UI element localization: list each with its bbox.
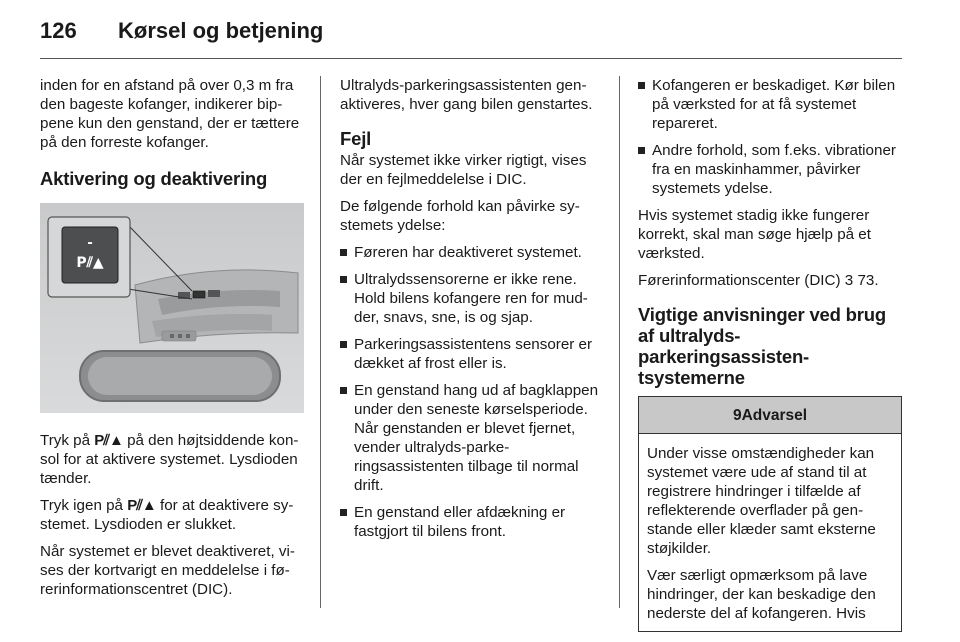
- warning-icon: 9: [732, 407, 742, 424]
- warning-box: [638, 396, 902, 632]
- column-divider-1: [320, 76, 321, 608]
- warning-title: 9Advarsel: [639, 397, 901, 434]
- col3-dic-reference: Førerinformationscenter (DIC) 3 73.: [638, 272, 879, 289]
- page-reference-link[interactable]: 73.: [853, 272, 879, 289]
- col2-intro: Ultralyds-parkeringsassistenten genaktiveres, hver gang bilen genstartes.: [340, 77, 593, 113]
- col1-deactivated-text: Når systemet er blevet deaktiveret, vises der kortvarigt en meddelelse i førerinformationscentret (DIC).: [40, 543, 295, 598]
- column-3: [638, 76, 902, 632]
- overhead-console-illustration: [40, 203, 304, 413]
- column-divider-2: [619, 76, 620, 608]
- warning-body: [639, 434, 901, 623]
- warning-para-1: Under visse omstændigheder kan systemet være ude af stand til at registrere hindringer i tilfælde af reflekterende overflader på genstande eller klæder samt eksterne støjkilder.: [647, 445, 876, 557]
- list-item: En genstand eller afdækning er fastgjort til bilens front.: [340, 503, 606, 541]
- park-assist-icon: P⫽▲: [127, 497, 156, 514]
- col2-para-1: Når systemet ikke virker rigtigt, vises der en fejlmeddelelse i DIC.: [340, 152, 587, 188]
- col1-intro: inden for en afstand på over 0,3 m fra den bageste kofanger, indikerer bippene kun den genstand, der er tættere på den forreste kofanger.: [40, 77, 300, 151]
- list-item: Kofangeren er beskadiget. Kør bilen på værksted for at få systemet repareret.: [638, 76, 902, 133]
- page-title: Kørsel og betjening: [118, 18, 324, 43]
- header-divider: [40, 58, 902, 59]
- list-item: En genstand hang ud af bagklappen under den seneste kørselsperiode. Når genstanden er blevet fjernet, vender ultralyds-parkeringsassistenten tilbage til normal drift.: [340, 381, 606, 495]
- list-item: Føreren har deaktiveret systemet.: [340, 243, 606, 262]
- console-park-button: [193, 291, 205, 298]
- page-header: [40, 14, 900, 52]
- fault-conditions-list: [340, 243, 606, 541]
- col2-para-2: De følgende forhold kan påvirke systemets ydelse:: [340, 198, 580, 234]
- page-number: 126: [40, 18, 77, 43]
- column-1: [40, 76, 308, 607]
- page-reference-icon: 3: [844, 272, 854, 289]
- list-item: Andre forhold, som f.eks. vibrationer fra en maskinhammer, påvirker systemets ydelse.: [638, 141, 902, 198]
- warning-para-2: Vær særligt opmærksom på lave hindringer, der kan beskadige den nederste del af kofangeren. Hvis: [647, 567, 876, 622]
- column-2: [340, 76, 606, 549]
- park-assist-icon: P⫽▲: [76, 255, 104, 271]
- col1-deactivate-text: Tryk igen på P⫽▲ for at deaktivere systemet. Lysdioden er slukket.: [40, 497, 294, 533]
- park-assist-icon: P⫽▲: [94, 432, 123, 449]
- list-item: Parkeringsassistentens sensorer er dækket af frost eller is.: [340, 335, 606, 373]
- console-figure: [40, 203, 304, 413]
- col1-activate-text: Tryk på P⫽▲ på den højtsiddende konsol for at aktivere systemet. Lysdioden tænder.: [40, 432, 299, 487]
- section-heading-important-notes: Vigtige anvisninger ved brug af ultralyds-parkeringsassistentsystemerne: [638, 304, 886, 388]
- led-indicator-dash: -: [87, 234, 93, 251]
- col3-para-1: Hvis systemet stadig ikke fungerer korrekt, skal man søge hjælp på et værksted.: [638, 207, 871, 262]
- console-button-3: [208, 290, 220, 297]
- section-heading-activation: Aktivering og deaktivering: [40, 168, 268, 189]
- fault-conditions-list-continued: [638, 76, 902, 198]
- section-heading-fault: Fejl: [340, 128, 372, 149]
- list-item: Ultralydssensorerne er ikke rene. Hold bilens kofangere ren for mudder, snavs, sne, is og sjap.: [340, 270, 606, 327]
